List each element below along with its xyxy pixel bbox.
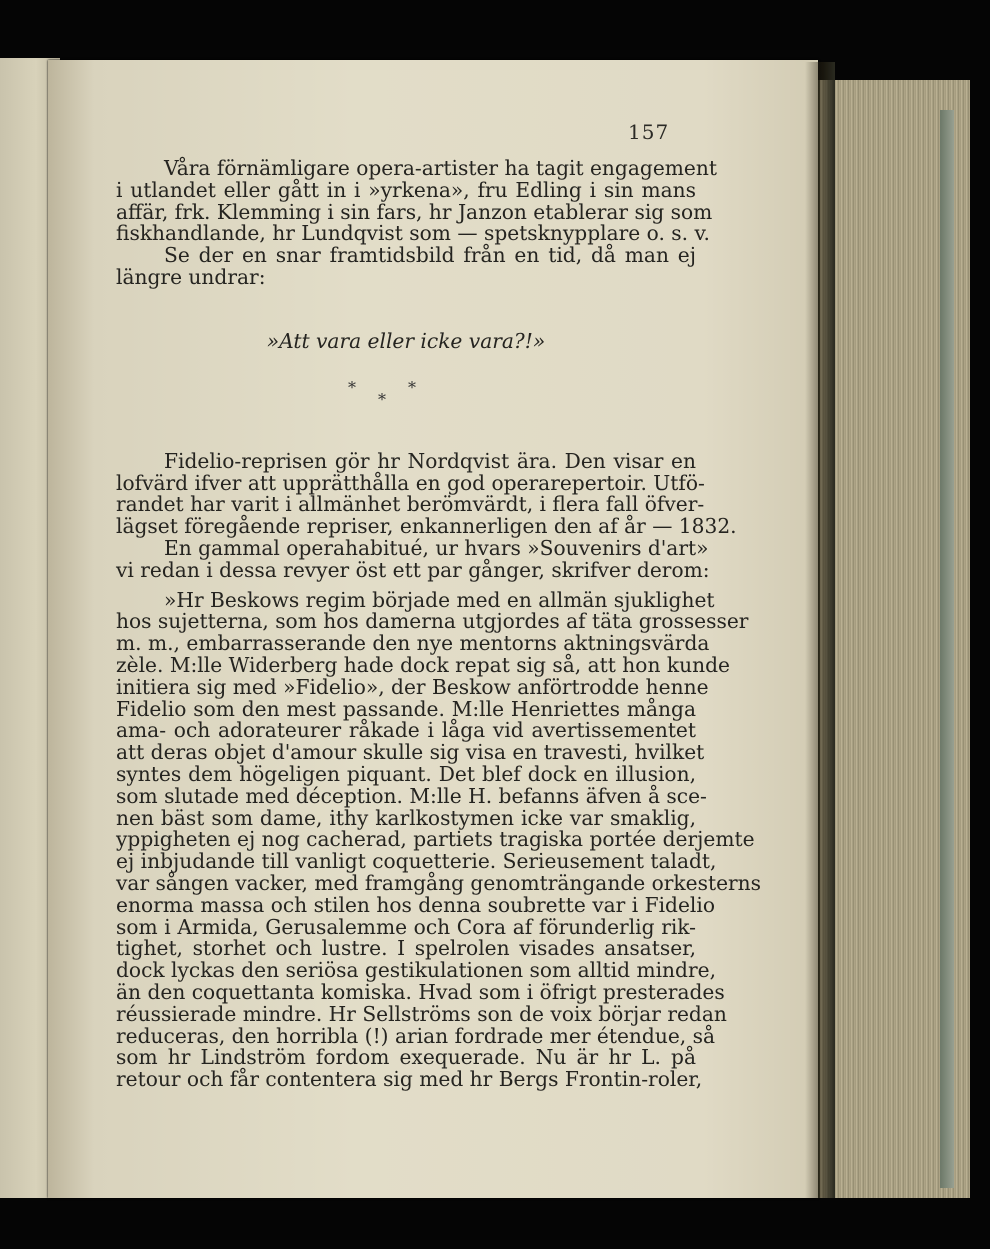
text-line: som slutade med déception. M:lle H. befanns äfven å sce- (116, 783, 707, 808)
page-curl-shadow (805, 62, 835, 1198)
paragraph-3 (116, 448, 737, 539)
text-line: Fidelio som den mest passande. M:lle Henriettes många (116, 696, 696, 721)
text-line: än den coquettanta komiska. Hvad som i öfrigt presterades (116, 979, 725, 1004)
asterism-star: * (378, 389, 386, 409)
text-line: ama- och adorateurer råkade i låga vid avertissementet (116, 718, 696, 743)
asterism-star: * (348, 377, 356, 397)
text-line: yppigheten ej nog cacherad, partiets tragiska portée derjemte (116, 827, 755, 852)
page-body (116, 156, 762, 1092)
text-line: initiera sig med »Fidelio», der Beskow anförtrodde henne (116, 674, 709, 699)
text-line: En gammal operahabitué, ur hvars »Souvenirs d'art» (164, 535, 709, 560)
text-line: reduceras, den horribla (!) arian fordrade mer étendue, så (116, 1023, 716, 1048)
text-line: Våra förnämligare opera-artister ha tagit engagement (164, 156, 717, 180)
text-line: tighet, storhet och lustre. I spelrolen visades ansatser, (116, 936, 696, 961)
quote: »Att vara eller icke vara?!» (266, 328, 546, 353)
text-line: Fidelio-reprisen gör hr Nordqvist ära. Den visar en (164, 448, 696, 473)
text-line: lägset föregående repriser, enkannerligen den af år — 1832. (116, 514, 737, 539)
paragraph-2 (116, 245, 696, 289)
text-line: att deras objet d'amour skulle sig visa en travesti, hvilket (116, 740, 705, 765)
asterism (116, 371, 696, 411)
text-line: »Hr Beskows regim började med en allmän sjuklighet (164, 587, 715, 612)
text-line: randet har varit i allmänhet berömvärdt, i flera fall öfver- (116, 492, 705, 517)
text-line: affär, frk. Klemming i sin fars, hr Janzon etablerar sig som (116, 199, 713, 224)
text-line: zèle. M:lle Widerberg hade dock repat sig så, att hon kunde (116, 652, 730, 677)
text-line: syntes dem högeligen piquant. Det blef dock en illusion, (116, 761, 696, 786)
text-line: fiskhandlande, hr Lundqvist som — spetsknypplare o. s. v. (116, 221, 710, 246)
text-line: var sången vacker, med framgång genomträngande orkesterns (116, 870, 762, 895)
text-line: nen bäst som dame, ithy karlkostymen icke var smaklig, (116, 805, 696, 830)
text-line: réussierade mindre. Hr Sellströms son de voix börjar redan (116, 1001, 727, 1026)
text-line: Se der en snar framtidsbild från en tid, då man ej (164, 243, 696, 268)
paragraph-5 (116, 587, 762, 1092)
text-line: som hr Lindström fordom exequerade. Nu är hr L. på (116, 1045, 696, 1070)
book-cover-edge (940, 110, 954, 1188)
page-number: 157 (628, 120, 670, 144)
text-line: hos sujetterna, som hos damerna utgjordes af täta grossesser (116, 609, 749, 634)
text-line: som i Armida, Gerusalemme och Cora af förunderlig rik- (116, 914, 696, 939)
text-line: vi redan i dessa revyer öst ett par gånger, skrifver derom: (116, 557, 710, 582)
text-line: ej inbjudande till vanligt coquetterie. Serieusement taladt, (116, 849, 717, 874)
text-line: m. m., embarrasserande den nye mentorns aktningsvärda (116, 631, 710, 656)
text-line: i utlandet eller gått in i »yrkena», fru Edling i sin mans (116, 177, 696, 202)
text-line: enorma massa och stilen hos denna soubrette var i Fidelio (116, 892, 715, 917)
text-line: längre undrar: (116, 264, 266, 289)
text-line: retour och får contentera sig med hr Bergs Frontin-roler, (116, 1067, 703, 1092)
paragraph-4 (116, 535, 710, 582)
text-line: dock lyckas den seriösa gestikulationen som alltid mindre, (116, 958, 716, 983)
text-line: lofvärd ifver att upprätthålla en god operarepertoir. Utfö- (116, 470, 705, 495)
asterism-star: * (408, 377, 416, 397)
paragraph-1 (116, 156, 717, 246)
